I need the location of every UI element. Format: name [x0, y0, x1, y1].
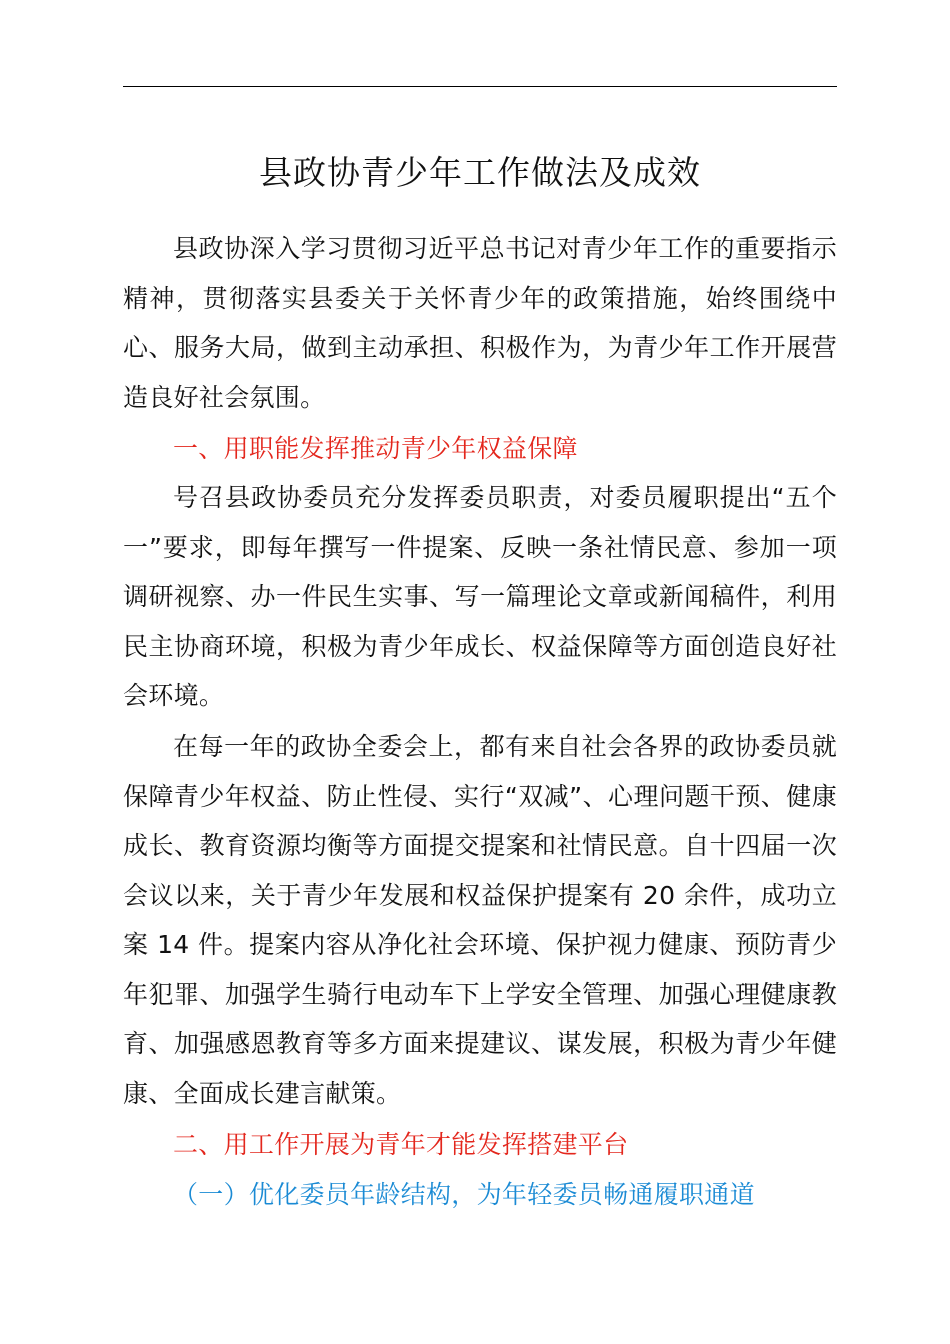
intro-paragraph: 县政协深入学习贯彻习近平总书记对青少年工作的重要指示精神，贯彻落实县委关于关怀青少年的政策措施，始终围绕中心、服务大局，做到主动承担、积极作为，为青少年工作开展营造良好社会氛围。 — [123, 234, 837, 412]
section-2-heading: 二、用工作开展为青年才能发挥搭建平台 — [173, 1130, 629, 1159]
header-rule — [123, 86, 837, 87]
section-1-heading: 一、用职能发挥推动青少年权益保障 — [173, 434, 578, 463]
section-2-subheading: （一）优化委员年龄结构，为年轻委员畅通履职通道 — [173, 1180, 755, 1209]
section-1-paragraph-2: 在每一年的政协全委会上，都有来自社会各界的政协委员就保障青少年权益、防止性侵、实行“双减”、心理问题干预、健康成长、教育资源均衡等方面提交提案和社情民意。自十四届一次会议以来，关于青少年发展和权益保护提案有 20 余件，成功立案 14 件。提案内容从净化社会环境、保护视力健康、预防青少年犯罪、加强学生骑行电动车下上学安全管理、加强心理健康教育、加强感恩教育等多方面来提建议、谋发展，积极为青少年健康、全面成长建言献策。 — [123, 732, 837, 1108]
document-title: 县政协青少年工作做法及成效 — [259, 153, 701, 192]
section-1-paragraph-1: 号召县政协委员充分发挥委员职责，对委员履职提出“五个一”要求，即每年撰写一件提案、反映一条社情民意、参加一项调研视察、办一件民生实事、写一篇理论文章或新闻稿件，利用民主协商环境，积极为青少年成长、权益保障等方面创造良好社会环境。 — [123, 483, 837, 710]
